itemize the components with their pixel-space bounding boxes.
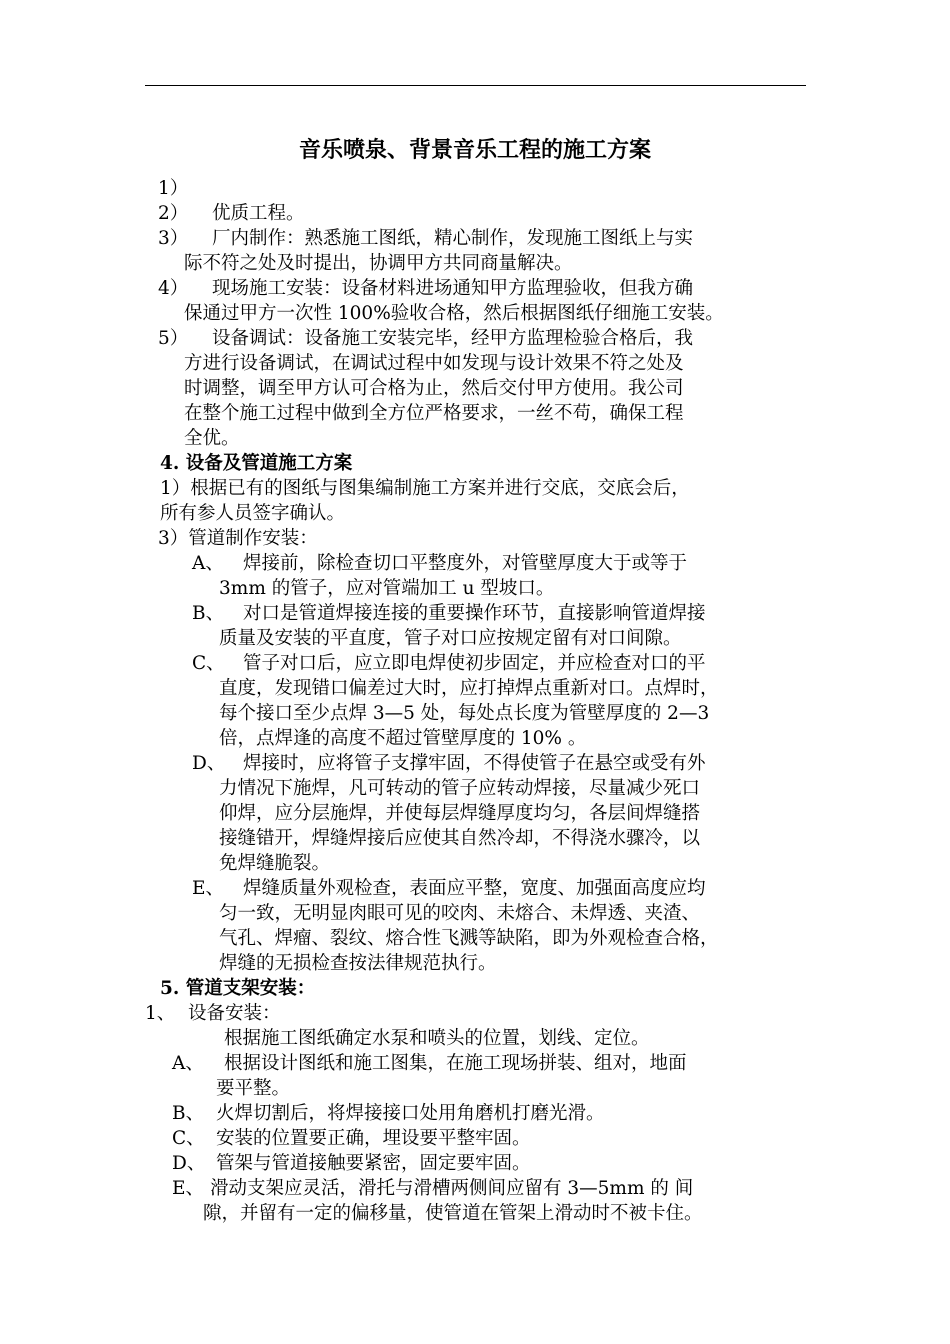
paragraph-3: 3）管道制作安装： — [158, 528, 318, 549]
list-marker: 5） — [158, 328, 189, 349]
step-item-b — [172, 1101, 605, 1126]
sub-item-e — [192, 876, 706, 901]
list-item-2 — [158, 201, 305, 226]
list-item-5-cont: 时调整，调至甲方认可合格为止，然后交付甲方使用。我公司 — [184, 378, 684, 399]
sub-item-b — [192, 601, 706, 626]
step-item-d — [172, 1151, 531, 1176]
step-marker: D、 — [172, 1153, 206, 1174]
step-text: 火焊切割后，将焊接接口处用角磨机打磨光滑。 — [216, 1103, 605, 1124]
step-text: 安装的位置要正确，埋设要平整牢固。 — [216, 1128, 531, 1149]
header-rule — [145, 85, 806, 86]
sub-text: 焊接前，除检查切口平整度外，对管壁厚度大于或等于 — [243, 553, 688, 574]
list-item-3 — [158, 226, 693, 251]
list-item-5 — [158, 326, 693, 351]
step-text: 管架与管道接触要紧密，固定要牢固。 — [216, 1153, 531, 1174]
list-marker: 3） — [158, 228, 189, 249]
sub-item-c — [192, 651, 706, 676]
list-marker: 4） — [158, 278, 189, 299]
sub-marker: D、 — [192, 753, 226, 774]
sub-text: 管子对口后，应立即电焊使初步固定，并应检查对口的平 — [243, 653, 706, 674]
sub-item-b-cont: 质量及安装的平直度，管子对口应按规定留有对口间隙。 — [219, 628, 682, 649]
step-1-paragraph: 根据施工图纸确定水泵和喷头的位置，划线、定位。 — [224, 1028, 650, 1049]
sub-item-a-cont: 3mm 的管子，应对管端加工 u 型坡口。 — [219, 578, 555, 599]
step-text: 滑动支架应灵活，滑托与滑槽两侧间应留有 3—5mm 的 间 — [210, 1178, 694, 1199]
sub-item-d-cont: 接缝错开，焊缝焊接后应使其自然冷却，不得浇水骤冷，以 — [219, 828, 701, 849]
document-title: 音乐喷泉、背景音乐工程的施工方案 — [298, 137, 651, 163]
step-marker: C、 — [172, 1128, 205, 1149]
sub-item-d — [192, 751, 706, 776]
list-item-5-cont: 在整个施工过程中做到全方位严格要求，一丝不苟，确保工程 — [184, 403, 684, 424]
sub-item-d-cont: 力情况下施焊，凡可转动的管子应转动焊接，尽量减少死口 — [219, 778, 701, 799]
sub-item-d-cont: 仰焊，应分层施焊，并使每层焊缝厚度均匀，各层间焊缝搭 — [219, 803, 701, 824]
step-marker: E、 — [172, 1178, 205, 1199]
list-item-1 — [158, 176, 188, 201]
list-item-4 — [158, 276, 693, 301]
sub-item-e-cont: 匀一致，无明显肉眼可见的咬肉、未熔合、未焊透、夹渣、 — [219, 903, 701, 924]
step-1 — [145, 1001, 281, 1026]
step-text: 设备安装： — [188, 1003, 281, 1024]
list-text: 现场施工安装：设备材料进场通知甲方监理验收，但我方确 — [212, 278, 694, 299]
step-marker: 1、 — [145, 1003, 176, 1024]
list-text: 优质工程。 — [212, 203, 305, 224]
paragraph-1: 1）根据已有的图纸与图集编制施工方案并进行交底，交底会后， — [160, 478, 690, 499]
sub-marker: E、 — [192, 878, 225, 899]
step-marker: B、 — [172, 1103, 205, 1124]
step-item-a-cont: 要平整。 — [216, 1078, 291, 1099]
sub-item-e-cont: 气孔、焊瘤、裂纹、熔合性飞溅等缺陷，即为外观检查合格， — [219, 928, 719, 949]
list-item-5-cont: 方进行设备调试，在调试过程中如发现与设计效果不符之处及 — [184, 353, 684, 374]
sub-marker: A、 — [192, 553, 224, 574]
list-marker: 1） — [158, 178, 189, 199]
step-item-a — [172, 1051, 687, 1076]
list-item-3-cont: 际不符之处及时提出，协调甲方共同商量解决。 — [184, 253, 573, 274]
sub-item-d-cont: 免焊缝脆裂。 — [219, 853, 331, 874]
sub-text: 对口是管道焊接连接的重要操作环节，直接影响管道焊接 — [243, 603, 706, 624]
sub-item-c-cont: 直度，发现错口偏差过大时，应打掉焊点重新对口。点焊时， — [219, 678, 719, 699]
sub-marker: B、 — [192, 603, 225, 624]
sub-item-e-cont: 焊缝的无损检查按法律规范执行。 — [219, 953, 497, 974]
step-item-e-cont: 隙，并留有一定的偏移量，使管道在管架上滑动时不被卡住。 — [203, 1203, 703, 1224]
list-text: 设备调试：设备施工安装完毕，经甲方监理检验合格后，我 — [212, 328, 694, 349]
step-item-e — [172, 1176, 693, 1201]
sub-item-c-cont: 每个接口至少点焊 3—5 处，每处点长度为管壁厚度的 2—3 — [219, 703, 710, 724]
sub-text: 焊接时，应将管子支撑牢固，不得使管子在悬空或受有外 — [243, 753, 706, 774]
sub-text: 焊缝质量外观检查，表面应平整，宽度、加强面高度应均 — [243, 878, 706, 899]
list-item-4-cont: 保通过甲方一次性 100%验收合格，然后根据图纸仔细施工安装。 — [184, 303, 724, 324]
list-marker: 2） — [158, 203, 189, 224]
section-heading-5: 5. 管道支架安装： — [160, 978, 316, 999]
sub-item-a — [192, 551, 687, 576]
step-text: 根据设计图纸和施工图集，在施工现场拼装、组对，地面 — [224, 1053, 687, 1074]
paragraph-1-cont: 所有参人员签字确认。 — [160, 503, 346, 524]
sub-marker: C、 — [192, 653, 225, 674]
step-item-c — [172, 1126, 531, 1151]
section-heading-4: 4. 设备及管道施工方案 — [160, 453, 353, 474]
step-marker: A、 — [172, 1053, 204, 1074]
sub-item-c-cont: 倍，点焊逢的高度不超过管壁厚度的 10% 。 — [219, 728, 587, 749]
list-item-5-cont: 全优。 — [184, 428, 240, 449]
list-text: 厂内制作：熟悉施工图纸，精心制作，发现施工图纸上与实 — [212, 228, 694, 249]
